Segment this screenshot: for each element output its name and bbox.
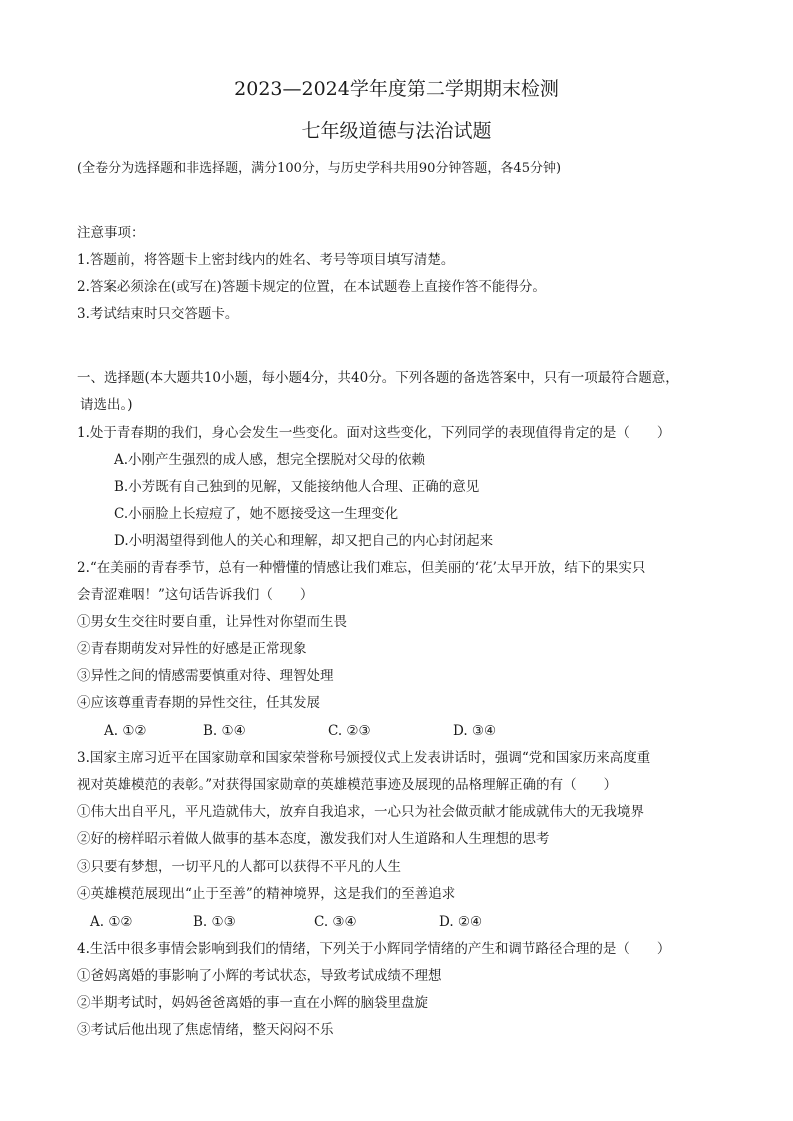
section-heading: 一、选择题(本大题共10小题，每小题4分，共40分。下列各题的备选答案中，只有一项最符合题意， (77, 370, 679, 386)
question-2-option-b: B. ①④ (203, 723, 246, 739)
question-3-statement: ④英雄模范展现出“止于至善”的精神境界，这是我们的至善追求 (77, 886, 456, 902)
question-2-option-c: C. ②③ (328, 723, 371, 739)
question-2-statement: ①男女生交往时要自重，让异性对你望而生畏 (77, 614, 347, 630)
question-3-option-b: B. ①③ (193, 914, 236, 930)
question-2-stem-cont: 会青涩难咽！”这句话告诉我们（ ） (77, 587, 314, 603)
question-3-option-a: A. ①② (90, 914, 133, 930)
question-2-statement: ②青春期萌发对异性的好感是正常现象 (77, 641, 307, 657)
exam-instructions-note: (全卷分为选择题和非选择题，满分100分，与历史学科共用90分钟答题，各45分钟) (77, 161, 562, 176)
notice-item: 2.答案必须涂在(或写在)答题卡规定的位置，在本试题卷上直接作答不能得分。 (77, 279, 546, 295)
exam-title: 2023—2024学年度第二学期期末检测 (234, 78, 559, 100)
section-heading-cont: 请选出。) (80, 397, 133, 413)
question-3-stem-cont: 视对英雄模范的表彰。”对获得国家勋章的英雄模范事迹及展现的品格理解正确的有（ ） (77, 777, 618, 793)
question-1-option-d: D.小明渴望得到他人的关心和理解，却又把自己的内心封闭起来 (114, 533, 494, 549)
question-1-option-a: A.小刚产生强烈的成人感，想完全摆脱对父母的依赖 (114, 452, 426, 468)
notice-item: 1.答题前，将答题卡上密封线内的姓名、考号等项目填写清楚。 (77, 252, 455, 268)
question-1-stem: 1.处于青春期的我们，身心会发生一些变化。面对这些变化，下列同学的表现值得肯定的是（ ） (77, 425, 671, 441)
question-4-statement: ③考试后他出现了焦虑情绪，整天闷闷不乐 (77, 1022, 334, 1038)
question-2-stem: 2.“在美丽的青春季节，总有一种懵懂的情感让我们难忘，但美丽的‘花’太早开放，结下的果实只 (77, 560, 646, 576)
question-3-statement: ①伟大出自平凡，平凡造就伟大，放弃自我追求，一心只为社会做贡献才能成就伟大的无我境界 (77, 804, 644, 820)
question-4-statement: ②半期考试时，妈妈爸爸离婚的事一直在小辉的脑袋里盘旋 (77, 995, 428, 1011)
exam-subtitle: 七年级道德与法治试题 (301, 120, 492, 142)
question-3-option-d: D. ②④ (439, 914, 483, 930)
notice-item: 3.考试结束时只交答题卡。 (77, 306, 239, 322)
question-2-option-d: D. ③④ (453, 723, 497, 739)
question-1-option-b: B.小芳既有自己独到的见解，又能接纳他人合理、正确的意见 (114, 479, 480, 495)
question-3-stem: 3.国家主席习近平在国家勋章和国家荣誉称号颁授仪式上发表讲话时，强调“党和国家历来高度重 (77, 750, 651, 766)
question-4-stem: 4.生活中很多事情会影响到我们的情绪，下列关于小辉同学情绪的产生和调节路径合理的是（ ） (77, 941, 671, 957)
question-2-option-a: A. ①② (104, 723, 147, 739)
question-4-statement: ①爸妈离婚的事影响了小辉的考试状态，导致考试成绩不理想 (77, 968, 442, 984)
notice-heading: 注意事项： (77, 225, 145, 241)
question-1-option-c: C.小丽脸上长痘痘了，她不愿接受这一生理变化 (114, 506, 399, 522)
question-3-statement: ③只要有梦想，一切平凡的人都可以获得不平凡的人生 (77, 859, 401, 875)
question-2-statement: ③异性之间的情感需要慎重对待、理智处理 (77, 668, 334, 684)
question-3-option-c: C. ③④ (314, 914, 357, 930)
question-2-statement: ④应该尊重青春期的异性交往，任其发展 (77, 695, 320, 711)
question-3-statement: ②好的榜样昭示着做人做事的基本态度，激发我们对人生道路和人生理想的思考 (77, 831, 550, 847)
